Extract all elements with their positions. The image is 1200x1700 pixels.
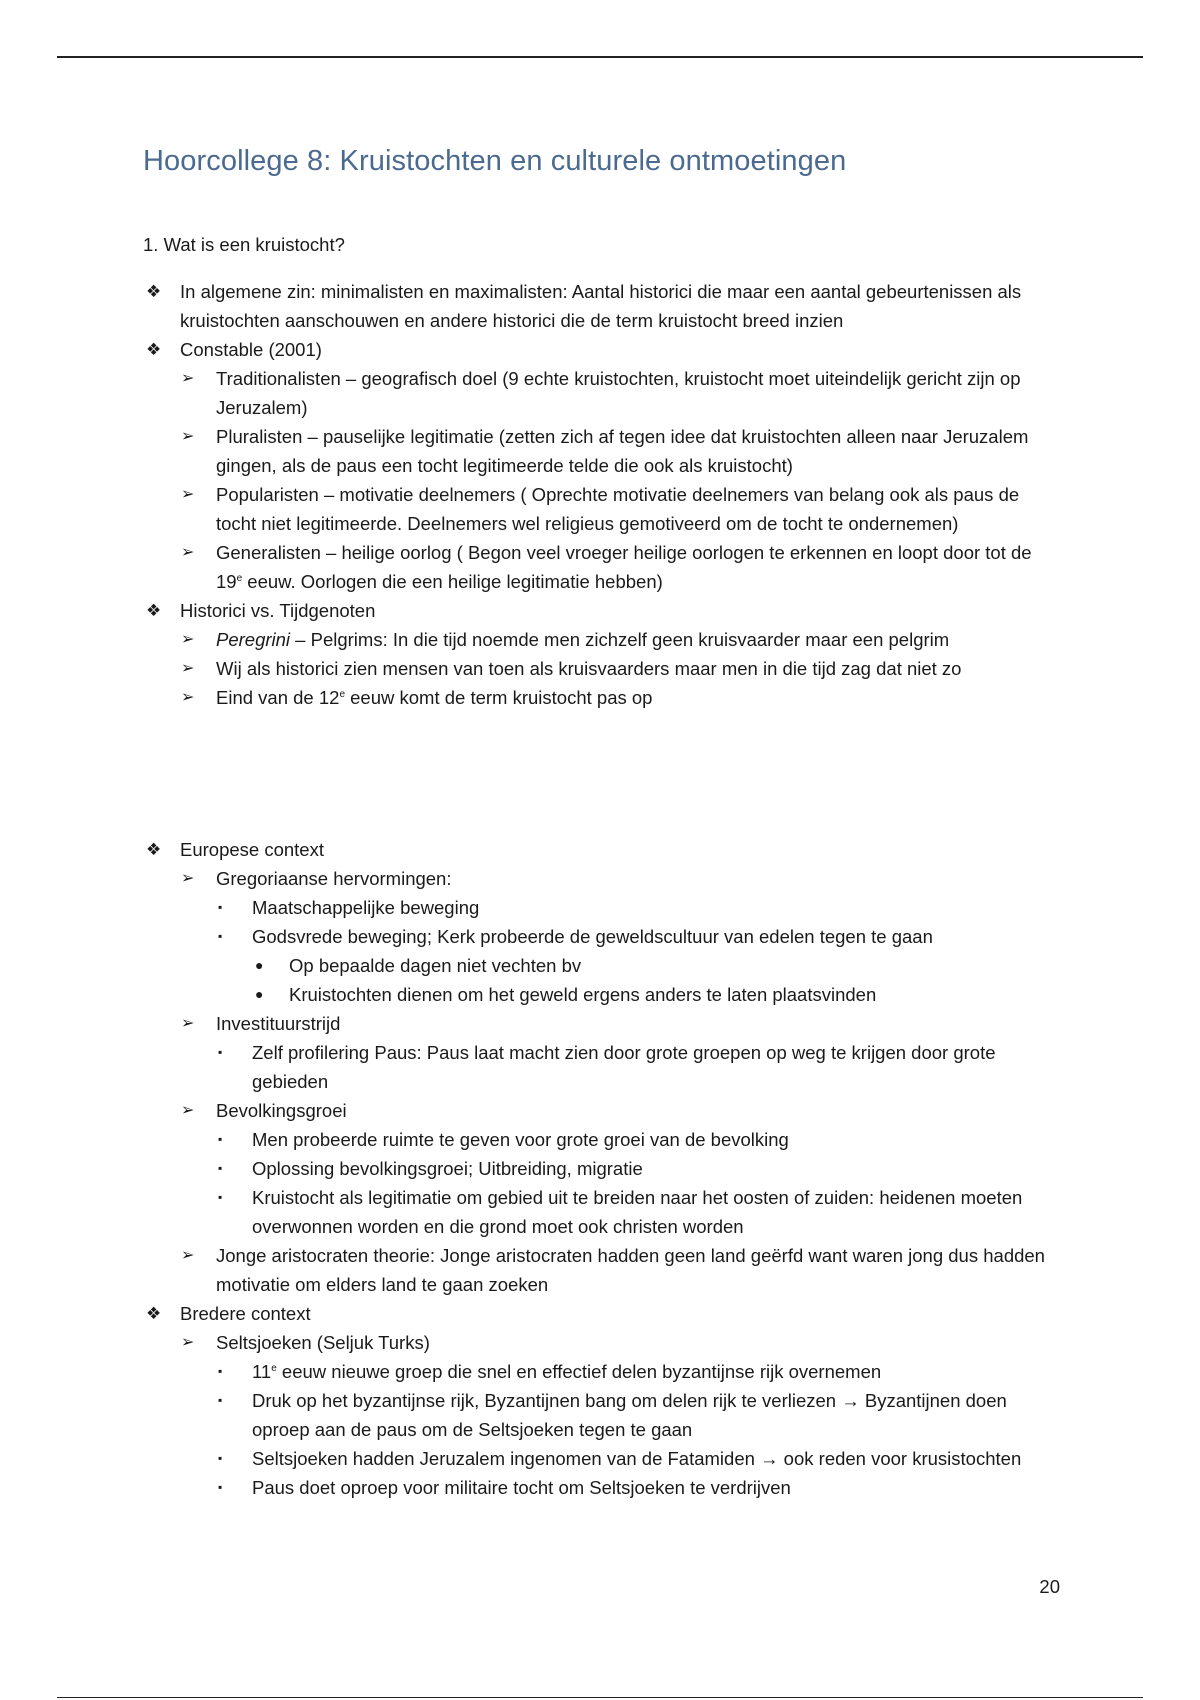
arrow-bullet-icon: ➢ [181,370,195,387]
list-item-text: In algemene zin: minimalisten en maximalisten: Aantal historici die maar een aantal gebeurtenissen als kruistochten aanschouwen en andere historici die de term kruistocht breed inzien [180,281,1022,331]
list-item-text: Constable (2001) [180,339,322,360]
list-item [0,922,1200,951]
footer-rule [57,1697,1143,1698]
list-item-text: Historici vs. Tijdgenoten [180,600,376,621]
diamond-bullet-icon: ❖ [146,1304,162,1323]
arrow-bullet-icon: ➢ [181,689,195,706]
list-item [0,480,1200,538]
square-bullet-icon: ▪ [218,929,223,943]
list-definition [0,277,1200,712]
square-bullet-icon: ▪ [218,1393,223,1407]
superscript: e [339,688,345,700]
arrow-bullet-icon: ➢ [181,1247,195,1264]
square-bullet-icon: ▪ [218,1045,223,1059]
list-item-text [252,1357,1061,1386]
arrow-bullet-icon: ➢ [181,870,195,887]
list-item-text: Paus doet oproep voor militaire tocht om Seltsjoeken te verdrijven [252,1477,791,1498]
page-title: Hoorcollege 8: Kruistochten en culturele ontmoetingen [143,145,847,177]
list-item-text: Maatschappelijke beweging [252,897,480,918]
list-item-text: Seltsjoeken hadden Jeruzalem ingenomen van de Fatamiden → ook reden voor krusistochten [252,1448,1022,1469]
list-item [0,277,1200,335]
superscript: e [271,1362,277,1374]
list-item-text [216,625,1061,654]
diamond-bullet-icon: ❖ [146,340,162,359]
arrow-bullet-icon: ➢ [181,1102,195,1119]
list-item [0,1096,1200,1125]
square-bullet-icon: ▪ [218,1480,223,1494]
list-item [0,951,1200,980]
list-item-text: Seltsjoeken (Seljuk Turks) [216,1332,430,1353]
list-item [0,980,1200,1009]
text-run: Eind van de 12 [216,687,340,708]
list-context [0,835,1200,1502]
list-item-text: Europese context [180,839,324,860]
arrow-bullet-icon: ➢ [181,660,195,677]
list-item [0,625,1200,654]
list-item [0,683,1200,712]
list-item [0,864,1200,893]
list-item [0,1241,1200,1299]
list-item [0,1328,1200,1357]
text-run: – Pelgrims: In die tijd noemde men zichzelf geen kruisvaarder maar een pelgrim [290,629,950,650]
list-item-text: Popularisten – motivatie deelnemers ( Oprechte motivatie deelnemers van belang ook als paus de tocht niet legitimeerde. Deelnemers wel religieus gemotiveerd om de tocht te ondernemen) [216,484,1020,534]
text-run: eeuw komt de term kruistocht pas op [345,687,653,708]
list-item [0,1299,1200,1328]
diamond-bullet-icon: ❖ [146,282,162,301]
superscript: e [236,572,243,584]
text-run: 11 [252,1361,272,1382]
page-number: 20 [1039,1576,1060,1597]
list-item [0,1357,1200,1386]
list-item-text [216,538,1061,596]
list-item [0,1009,1200,1038]
arrow-bullet-icon: ➢ [181,1015,195,1032]
header-rule [57,56,1143,58]
list-item-text: Jonge aristocraten theorie: Jonge aristocraten hadden geen land geërfd want waren jong dus hadden motivatie om elders land te gaan zoeken [216,1245,1045,1295]
diamond-bullet-icon: ❖ [146,601,162,620]
list-item [0,1038,1200,1096]
list-item [0,654,1200,683]
text-run: eeuw. Oorlogen die een heilige legitimatie hebben) [242,571,663,592]
list-item [0,1154,1200,1183]
list-item [0,538,1200,596]
list-item [0,1183,1200,1241]
list-item-text: Traditionalisten – geografisch doel (9 echte kruistochten, kruistocht moet uiteindelijk gericht zijn op Jeruzalem) [216,368,1021,418]
list-item [0,422,1200,480]
list-item-text: Bredere context [180,1303,311,1324]
square-bullet-icon: ▪ [218,1132,223,1146]
list-item [0,1386,1200,1444]
list-item-text: Pluralisten – pauselijke legitimatie (zetten zich af tegen idee dat kruistochten alleen naar Jeruzalem gingen, als de paus een tocht legitimeerde telde die ook als kruistocht) [216,426,1029,476]
list-item-text: Druk op het byzantijnse rijk, Byzantijnen bang om delen rijk te verliezen → Byzantijnen doen oproep aan de paus om de Seltsjoeken tegen te gaan [252,1390,1007,1440]
arrow-bullet-icon: ➢ [181,544,195,561]
list-item-text: Men probeerde ruimte te geven voor grote groei van de bevolking [252,1129,789,1150]
list-item-text [216,683,1061,712]
square-bullet-icon: ▪ [218,900,223,914]
italic-term: Peregrini [216,629,291,650]
list-item-text: Godsvrede beweging; Kerk probeerde de geweldscultuur van edelen tegen te gaan [252,926,933,947]
list-item-text: Oplossing bevolkingsgroei; Uitbreiding, migratie [252,1158,643,1179]
arrow-bullet-icon: ➢ [181,486,195,503]
list-item [0,596,1200,625]
list-item [0,364,1200,422]
list-item-text: Investituurstrijd [216,1013,341,1034]
list-item-text: Gregoriaanse hervormingen: [216,868,452,889]
section-heading: 1. Wat is een kruistocht? [143,234,345,255]
list-item [0,1125,1200,1154]
diamond-bullet-icon: ❖ [146,840,162,859]
square-bullet-icon: ▪ [218,1451,223,1465]
list-item [0,1473,1200,1502]
list-item-text: Kruistocht als legitimatie om gebied uit te breiden naar het oosten of zuiden: heidenen moeten overwonnen worden en die grond moet ook christen worden [252,1187,1023,1237]
list-item-text: Op bepaalde dagen niet vechten bv [289,955,582,976]
square-bullet-icon: ▪ [218,1161,223,1175]
list-item [0,893,1200,922]
arrow-bullet-icon: ➢ [181,428,195,445]
dot-bullet-icon: ● [255,986,264,1002]
text-run: eeuw nieuwe groep die snel en effectief delen byzantijnse rijk overnemen [276,1361,882,1382]
list-item-text: Bevolkingsgroei [216,1100,347,1121]
arrow-bullet-icon: ➢ [181,631,195,648]
text-run: Generalisten – heilige oorlog ( Begon veel vroeger heilige oorlogen te erkennen en loopt door tot de 19 [216,542,1032,592]
square-bullet-icon: ▪ [218,1190,223,1204]
list-item [0,1444,1200,1473]
list-item-text: Kruistochten dienen om het geweld ergens anders te laten plaatsvinden [289,984,877,1005]
dot-bullet-icon: ● [255,957,264,973]
arrow-bullet-icon: ➢ [181,1334,195,1351]
list-item-text: Wij als historici zien mensen van toen als kruisvaarders maar men in die tijd zag dat niet zo [216,658,962,679]
list-item [0,835,1200,864]
square-bullet-icon: ▪ [218,1364,223,1378]
list-item [0,335,1200,364]
list-item-text: Zelf profilering Paus: Paus laat macht zien door grote groepen op weg te krijgen door grote gebieden [252,1042,996,1092]
